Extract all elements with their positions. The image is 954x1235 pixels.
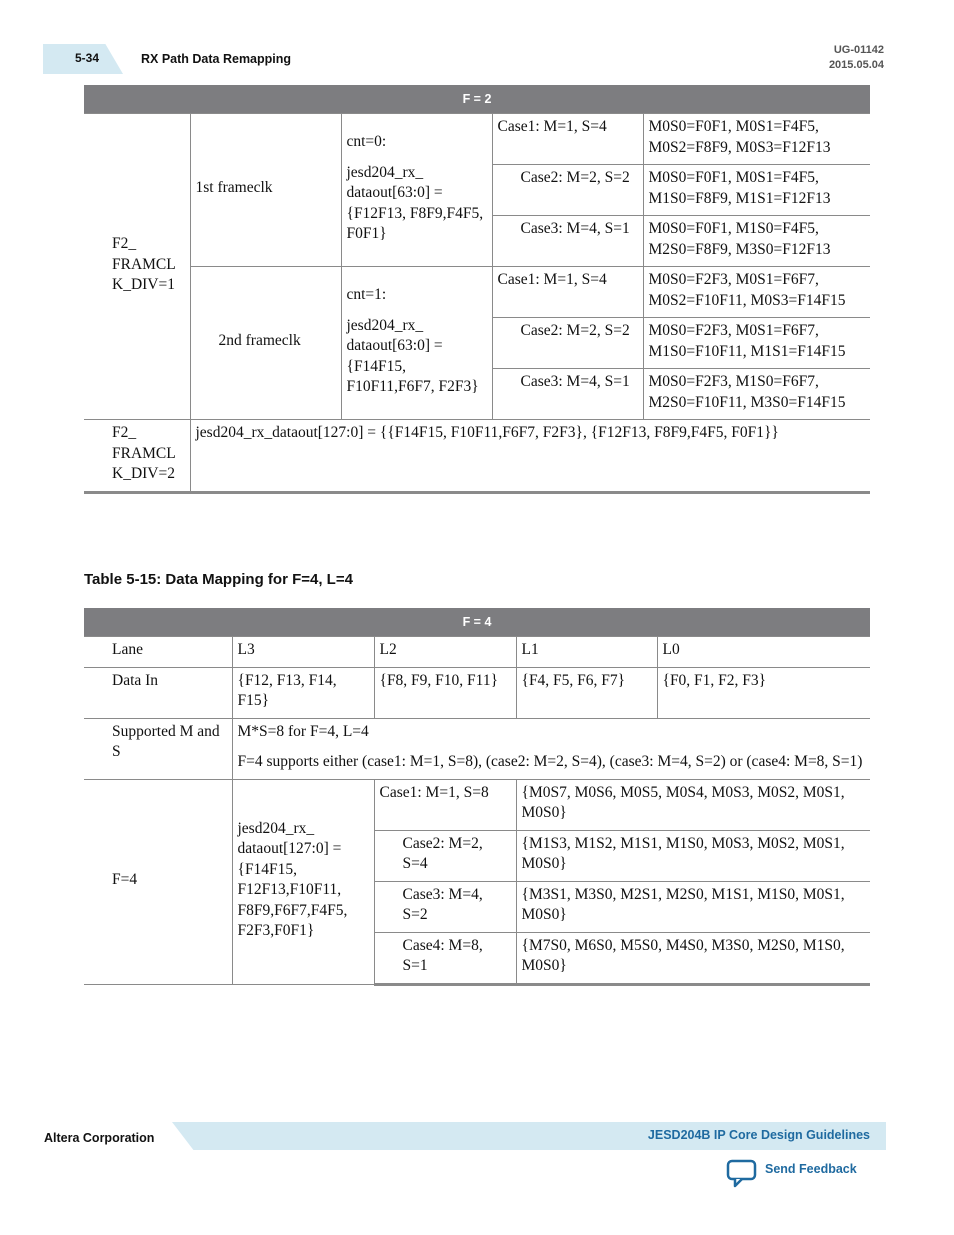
table-header: F = 4 [84, 608, 870, 637]
cnt-label: cnt=1: [346, 286, 387, 304]
lane-cell: L1 [516, 637, 657, 668]
table-row [84, 667, 870, 718]
section-title: RX Path Data Remapping [141, 52, 292, 66]
company-name: Altera Corporation [44, 1131, 155, 1145]
frame-label: 2nd frameclk [190, 267, 341, 420]
table-row [84, 718, 870, 779]
case-label: Case2: M=2, S=2 [492, 318, 643, 369]
case-mapping: M0S0=F2F3, M1S0=F6F7, M2S0=F10F11, M3S0=F14F15 [643, 369, 870, 420]
speech-bubble-icon[interactable] [726, 1158, 758, 1188]
case-mapping: {M1S3, M1S2, M1S1, M1S0, M0S3, M0S2, M0S1, M0S0} [516, 830, 870, 881]
case-label: Case3: M=4, S=1 [492, 369, 643, 420]
table-row [84, 779, 870, 830]
supported-label: Supported M and S [84, 718, 232, 779]
case-mapping: M0S0=F0F1, M1S0=F4F5, M2S0=F8F9, M3S0=F12F13 [643, 216, 870, 267]
case-mapping: M0S0=F0F1, M0S1=F4F5, M0S2=F8F9, M0S3=F12F13 [643, 114, 870, 165]
table-f2 [84, 85, 870, 494]
table-header: F = 2 [84, 85, 870, 114]
lane-cell: L2 [374, 637, 516, 668]
data-in-label: Data In [84, 667, 232, 718]
send-feedback-link[interactable]: Send Feedback [765, 1162, 857, 1176]
case-label: Case3: M=4, S=1 [492, 216, 643, 267]
doc-id: UG-01142 [833, 44, 884, 56]
case-label: Case4: M=8, S=1 [374, 932, 516, 984]
dataout-cell [341, 114, 492, 267]
lane-cell: L0 [657, 637, 870, 668]
table-caption: Table 5-15: Data Mapping for F=4, L=4 [84, 571, 353, 588]
lane-cell: L3 [232, 637, 374, 668]
dataout-text: jesd204_rx_ dataout[63:0] = {F12F13, F8F9,F4F5, F0F1} [346, 163, 484, 243]
case-mapping: M0S0=F2F3, M0S1=F6F7, M0S2=F10F11, M0S3=F14F15 [643, 267, 870, 318]
case-label: Case1: M=1, S=8 [374, 779, 516, 830]
case-label: Case1: M=1, S=4 [492, 114, 643, 165]
data-in-cell: {F4, F5, F6, F7} [516, 667, 657, 718]
f4-label: F=4 [84, 779, 232, 984]
dataout-text: jesd204_rx_ dataout[63:0] = {F14F15, F10F11,F6F7, F2F3} [346, 316, 479, 396]
table-row [84, 114, 870, 165]
data-in-cell: {F8, F9, F10, F11} [374, 667, 516, 718]
doc-date: 2015.05.04 [828, 59, 884, 71]
case-mapping: {M0S7, M0S6, M0S5, M0S4, M0S3, M0S2, M0S1, M0S0} [516, 779, 870, 830]
case-label: Case2: M=2, S=4 [374, 830, 516, 881]
table-f4 [84, 608, 870, 986]
data-in-cell: {F12, F13, F14, F15} [232, 667, 374, 718]
page-number: 5-34 [75, 51, 100, 65]
table-row [84, 420, 870, 493]
data-in-cell: {F0, F1, F2, F3} [657, 667, 870, 718]
case-mapping: {M3S1, M3S0, M2S1, M2S0, M1S1, M1S0, M0S1, M0S0} [516, 881, 870, 932]
doc-id-block [829, 43, 884, 73]
lane-label: Lane [84, 637, 232, 668]
table-row [84, 637, 870, 668]
f4-dataout: jesd204_rx_ dataout[127:0] = {F14F15, F12F13,F10F11, F8F9,F6F7,F4F5, F2F3,F0F1} [232, 779, 374, 984]
frame-label: 1st frameclk [190, 114, 341, 267]
supported-text: F=4 supports either (case1: M=1, S=8), (case2: M=2, S=4), (case3: M=4, S=2) or (case4: M=8, S=1) [237, 753, 863, 770]
dataout-cell [341, 267, 492, 420]
case-mapping: M0S0=F0F1, M0S1=F4F5, M1S0=F8F9, M1S1=F12F13 [643, 165, 870, 216]
row-label: F2_ FRAMCL K_DIV=1 [84, 114, 190, 420]
case-label: Case3: M=4, S=2 [374, 881, 516, 932]
case-label: Case2: M=2, S=2 [492, 165, 643, 216]
case-mapping: {M7S0, M6S0, M5S0, M4S0, M3S0, M2S0, M1S0, M0S0} [516, 932, 870, 984]
row-label: F2_ FRAMCL K_DIV=2 [84, 420, 190, 493]
supported-cell [232, 718, 870, 779]
case-label: Case1: M=1, S=4 [492, 267, 643, 318]
cnt-label: cnt=0: [346, 133, 387, 151]
table-row [84, 267, 870, 318]
doc-title-link[interactable]: JESD204B IP Core Design Guidelines [647, 1128, 870, 1142]
div2-value: jesd204_rx_dataout[127:0] = {{F14F15, F10F11,F6F7, F2F3}, {F12F13, F8F9,F4F5, F0F1}} [190, 420, 870, 493]
case-mapping: M0S0=F2F3, M0S1=F6F7, M1S0=F10F11, M1S1=F14F15 [643, 318, 870, 369]
supported-text: M*S=8 for F=4, L=4 [237, 722, 369, 740]
